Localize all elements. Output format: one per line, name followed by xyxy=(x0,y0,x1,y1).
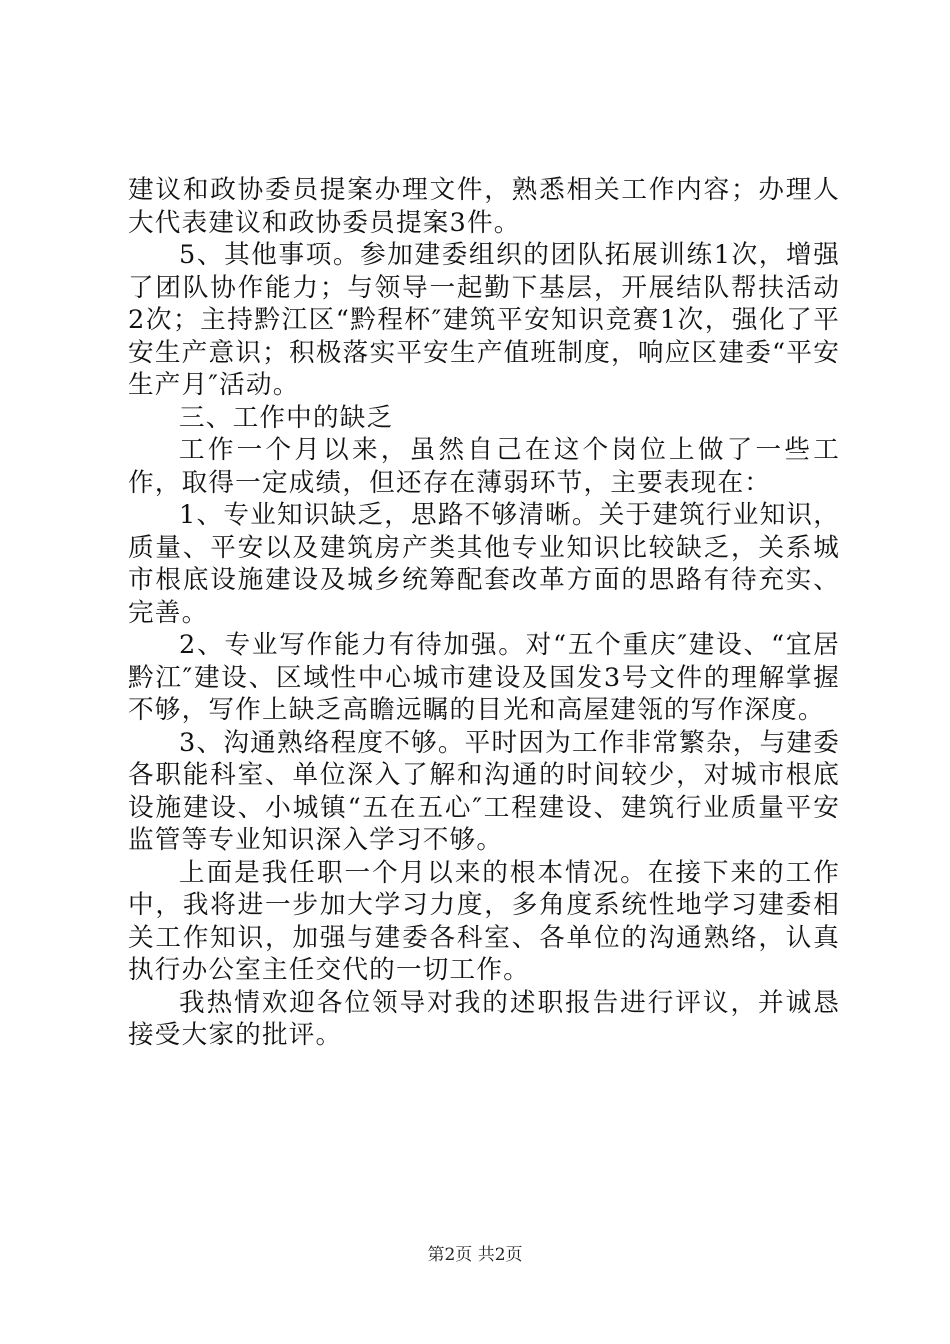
section-heading-shortcomings: 三、工作中的缺乏 xyxy=(179,402,394,433)
paragraph-shortcoming-3: 3、沟通熟络程度不够。平时因为工作非常繁杂，与建委各职能科室、单位深入了解和沟通的时间较少，对城市根底设施建设、小城镇“五在五心″工程建设、建筑行业质量平安监管等专业知识深入学习不够。 xyxy=(128,727,840,855)
paragraph-summary: 上面是我任职一个月以来的根本情况。在接下来的工作中，我将进一步加大学习力度，多角度系统性地学习建委相关工作知识，加强与建委各科室、各单位的沟通熟络，认真执行办公室主任交代的一切工作。 xyxy=(128,857,840,985)
paragraph-shortcoming-1: 1、专业知识缺乏，思路不够清晰。关于建筑行业知识，质量、平安以及建筑房产类其他专业知识比较缺乏，关系城市根底设施建设及城乡统筹配套改革方面的思路有待充实、完善。 xyxy=(128,500,840,628)
paragraph-shortcoming-2: 2、专业写作能力有待加强。对“五个重庆″建设、“宜居黔江″建设、区域性中心城市建设及国发3号文件的理解掌握不够，写作上缺乏高瞻远瞩的目光和高屋建瓴的写作深度。 xyxy=(128,630,840,725)
paragraph-item-5-other-matters: 5、其他事项。参加建委组织的团队拓展训练1次，增强了团队协作能力；与领导一起勤下基层，开展结队帮扶活动2次；主持黔江区“黔程杯″建筑平安知识竞赛1次，强化了平安生产意识；积极落实平安生产值班制度，响应区建委“平安生产月″活动。 xyxy=(128,240,840,400)
page-number-footer: 第2页 共2页 xyxy=(427,1245,523,1265)
paragraph-shortcomings-intro: 工作一个月以来，虽然自己在这个岗位上做了一些工作，取得一定成绩，但还存在薄弱环节，主要表现在： xyxy=(128,435,840,498)
document-body xyxy=(128,174,840,1052)
paragraph-closing: 我热情欢迎各位领导对我的述职报告进行评议，并诚恳接受大家的批评。 xyxy=(128,987,840,1050)
paragraph-continuation: 建议和政协委员提案办理文件，熟悉相关工作内容；办理人大代表建议和政协委员提案3件。 xyxy=(128,175,840,238)
